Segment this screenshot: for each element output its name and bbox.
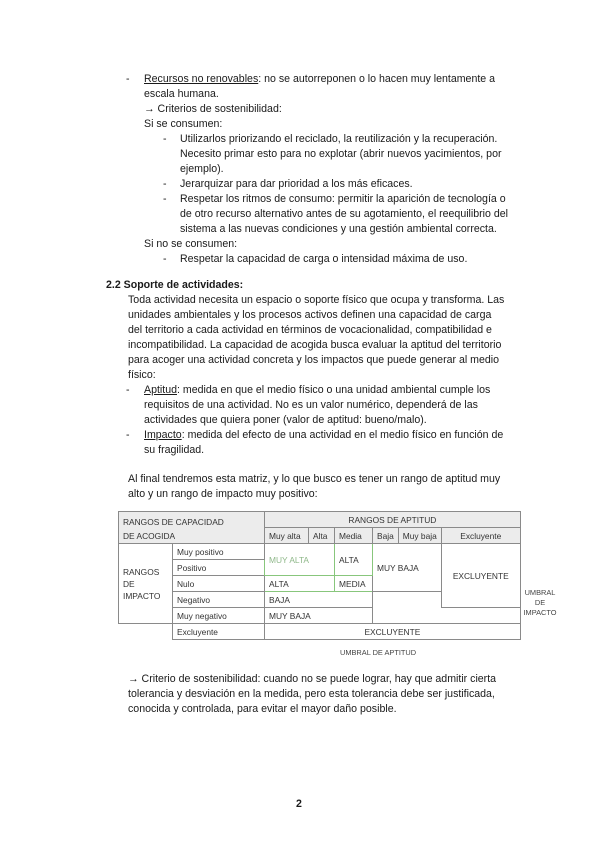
cell-muy-alta: MUY ALTA <box>265 544 335 576</box>
cell-muy-baja-row: MUY BAJA <box>265 608 373 624</box>
col-excluyente: Excluyente <box>441 528 520 544</box>
consumed-item-2: Jerarquizar para dar prioridad a los más eficaces. <box>180 178 413 190</box>
page-number: 2 <box>296 798 302 810</box>
row-excluyente: Excluyente <box>173 624 265 640</box>
col-alta: Alta <box>309 528 335 544</box>
row-negativo: Negativo <box>173 592 265 608</box>
renewables-title: Recursos no renovables <box>144 73 259 85</box>
row-muy-negativo: Muy negativo <box>173 608 265 624</box>
consumed-item-3-line-3: sistema a las nuevas condiciones y una gestión ambiental correcta. <box>180 223 497 235</box>
capacity-matrix <box>118 511 521 640</box>
row-positivo: Positivo <box>173 560 265 576</box>
cell-excluyente-bottom: EXCLUYENTE <box>265 624 521 640</box>
impacto-label: RANGOS DE IMPACTO <box>119 544 173 624</box>
not-consumed-label: Si no se consumen: <box>144 238 238 250</box>
consumed-item-1-line-2: Necesito primar esto para no explotar (abrir nuevos yacimientos, por <box>180 148 502 160</box>
section-heading: 2.2 Soporte de actividades: <box>106 279 244 291</box>
col-muy-baja: Muy baja <box>398 528 441 544</box>
cell-media: MEDIA <box>335 576 373 592</box>
cell-baja: BAJA <box>265 592 373 608</box>
consumed-item-3-line-2: de otro recurso alternativo antes de su agotamiento, el reequilibrio del <box>180 208 509 220</box>
umbral-aptitud: UMBRAL DE APTITUD <box>340 648 417 657</box>
consumed-item-3-line-1: Respetar los ritmos de consumo: permitir la aparición de tecnología o <box>180 193 506 205</box>
renewables-line-1: Recursos no renovables: no se autorreponen o lo hacen muy lentamente a <box>144 73 496 85</box>
criteria-label: → Criterios de sostenibilidad: <box>144 103 282 115</box>
matrix-corner: RANGOS DE CAPACIDAD DE ACOGIDA <box>119 512 265 544</box>
col-baja: Baja <box>373 528 399 544</box>
umbral-impacto: UMBRAL DE IMPACTO <box>523 588 557 617</box>
cell-alta-top: ALTA <box>335 544 373 576</box>
renewables-line-2: escala humana. <box>144 88 219 100</box>
consumed-label: Si se consumen: <box>144 118 223 130</box>
impacto-term: Impacto <box>144 429 182 441</box>
col-media: Media <box>335 528 373 544</box>
bullet-dash: - <box>126 73 130 85</box>
row-muy-positivo: Muy positivo <box>173 544 265 560</box>
cell-excluyente-right: EXCLUYENTE <box>441 544 520 608</box>
cell-alta-row: ALTA <box>265 576 335 592</box>
consumed-item-1-line-1: Utilizarlos priorizando el reciclado, la reutilización y la recuperación. <box>180 133 498 145</box>
cell-muy-baja: MUY BAJA <box>373 544 442 592</box>
col-muy-alta: Muy alta <box>265 528 309 544</box>
not-consumed-item: Respetar la capacidad de carga o intensidad máxima de uso. <box>180 253 468 265</box>
row-nulo: Nulo <box>173 576 265 592</box>
consumed-item-1-line-3: ejemplo). <box>180 163 224 175</box>
aptitud-header: RANGOS DE APTITUD <box>265 512 521 528</box>
aptitud-term: Aptitud <box>144 384 177 396</box>
